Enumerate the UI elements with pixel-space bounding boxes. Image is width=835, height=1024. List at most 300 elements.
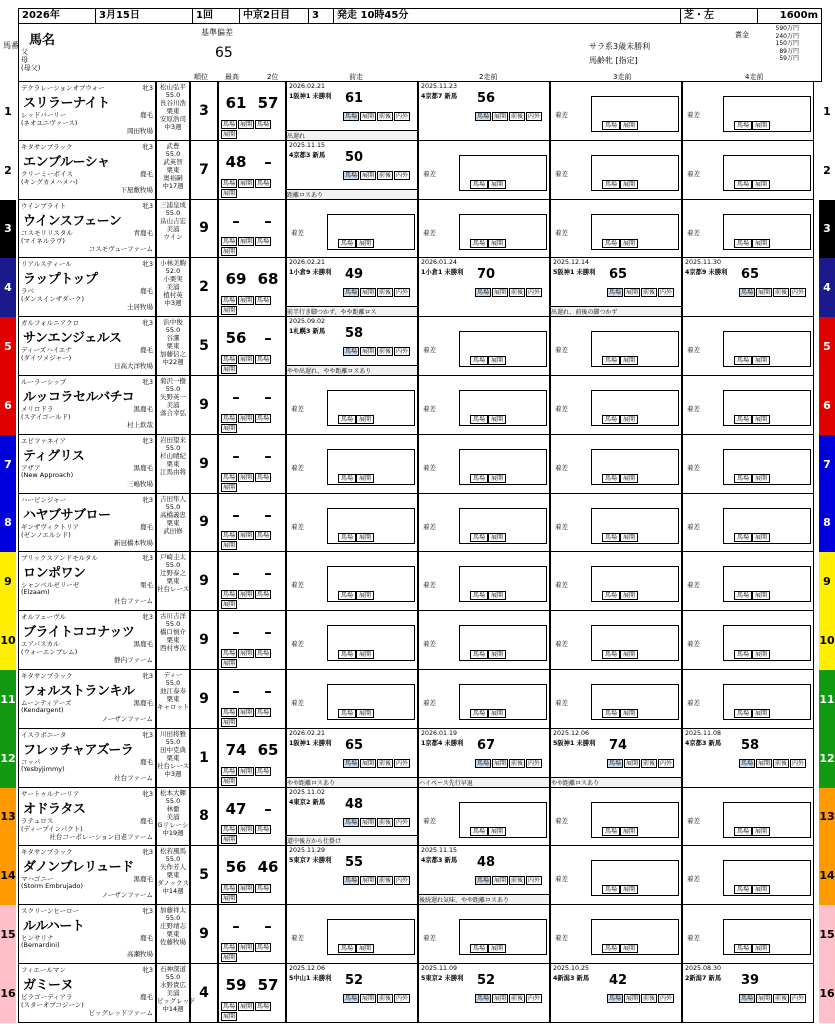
- sire: ハービンジャー: [21, 495, 67, 504]
- run-note: やや距離ロスあり: [287, 777, 417, 787]
- horse-number-left: 1: [0, 82, 16, 141]
- kai: 1回: [193, 9, 240, 23]
- location: 栗東: [166, 636, 180, 645]
- chakusa-label: 着差: [687, 346, 700, 355]
- tag-tenkai: 展開: [620, 533, 638, 542]
- tag-tenkai: 展開: [494, 759, 507, 767]
- horse-row: [0, 611, 835, 670]
- horse-row: [0, 905, 835, 964]
- tag-baba: 馬場: [602, 239, 620, 248]
- run3-cell: [550, 670, 682, 729]
- sire: キタサンブラック: [21, 848, 73, 857]
- weight: 55.0: [165, 737, 181, 746]
- second-score: –: [264, 505, 272, 524]
- horse-row: [0, 964, 835, 1023]
- tag-naigai: 内外: [660, 995, 673, 1002]
- tag-tenkai: 展開: [752, 180, 770, 189]
- tag-tenkai: 展開: [240, 1002, 253, 1010]
- tag-naigai: 内外: [396, 995, 409, 1002]
- tag-baba: 馬場: [257, 473, 270, 481]
- sire: ウインブライト: [21, 201, 67, 210]
- dam: ラベ: [21, 287, 34, 296]
- run1-cell: [286, 141, 418, 200]
- empty-run-grid: [591, 96, 679, 132]
- best-tags: [221, 649, 285, 668]
- prize-2: 240万円: [775, 32, 799, 40]
- empty-run-grid: [591, 449, 679, 485]
- tag-naigai: 内外: [396, 759, 409, 767]
- best-score: –: [232, 211, 240, 230]
- sex-age: 牝3: [142, 142, 153, 151]
- tag-baba: 馬場: [257, 591, 270, 599]
- horse-number-right: 5: [819, 317, 835, 376]
- best-cell: [218, 788, 286, 847]
- second-label: 2位: [267, 73, 279, 81]
- tag-baba: 馬場: [602, 356, 620, 365]
- chakusa-label: 着差: [555, 875, 568, 884]
- dam: ディーズハイエナ: [21, 346, 72, 355]
- horse-name: ガミーヌ: [23, 978, 74, 993]
- second-score: –: [264, 329, 272, 348]
- tag-baba: 馬場: [734, 650, 752, 659]
- jockey-cell: [156, 846, 190, 905]
- weight: 55.0: [165, 385, 181, 393]
- horse-number-left: 15: [0, 905, 16, 964]
- dam-sire: (Yesbyjimmy): [21, 764, 65, 773]
- location: 栗東: [166, 518, 180, 527]
- tag-baba: 馬場: [257, 179, 270, 187]
- jockey-cell: [156, 494, 190, 553]
- tag-baba: 馬場: [257, 826, 270, 834]
- second-score: –: [264, 446, 272, 465]
- run-tags: [475, 288, 549, 297]
- tag-zengo: 前後: [379, 759, 392, 767]
- tag-tenkai: 展開: [488, 180, 506, 189]
- run-note: 出遅れ、前後の脚つかず: [551, 306, 681, 316]
- horse-row: [0, 141, 835, 200]
- breeder: 土居牧場: [127, 303, 153, 312]
- run-score: 58: [345, 326, 364, 342]
- sire: キタサンブラック: [21, 142, 73, 151]
- run2-cell: [418, 846, 550, 905]
- weight: 55.0: [165, 561, 181, 570]
- best-score: –: [232, 682, 240, 700]
- sire: サートゥルナーリア: [21, 789, 80, 798]
- jockey: 小林美駒: [160, 259, 186, 268]
- run2-cell: [418, 82, 550, 141]
- trainer: 谷潔: [166, 334, 180, 343]
- jockey: 松山弘平: [160, 83, 186, 91]
- tag-zengo: 前後: [643, 995, 656, 1002]
- tag-baba: 馬場: [338, 650, 356, 659]
- horse-row: [0, 376, 835, 435]
- sex-age: 牝3: [142, 730, 153, 739]
- tag-tenkai: 展開: [626, 759, 639, 767]
- jockey: 川田将雅: [160, 729, 186, 738]
- tag-tenkai: 展開: [752, 121, 770, 130]
- empty-run-grid: [591, 919, 679, 955]
- run-score: 39: [741, 973, 760, 988]
- horse-row: [0, 435, 835, 494]
- run-date: 2025.10.25: [553, 965, 590, 972]
- chakusa-label: 着差: [687, 111, 700, 119]
- run-race: 4新潟3 新馬: [553, 975, 590, 982]
- second-score: –: [264, 917, 272, 936]
- breeder: 社台コーポレーション白老ファーム: [49, 832, 153, 841]
- breeder: ノーザンファーム: [101, 715, 153, 723]
- run2-label: 2走前: [479, 73, 498, 81]
- owner: 安原浩司: [160, 115, 186, 123]
- jockey: 加藤祥太: [160, 906, 186, 915]
- tag-baba: 馬場: [223, 120, 236, 128]
- sire: エピファネイア: [21, 436, 67, 445]
- prize-3: 150万円: [775, 40, 799, 47]
- tag-tenkai: 展開: [240, 473, 253, 481]
- horse-number-right: 12: [819, 729, 835, 788]
- run-score: 48: [477, 855, 496, 871]
- horse-number-left: 3: [0, 200, 16, 259]
- best-tags: [221, 825, 285, 844]
- empty-run-grid: [591, 566, 679, 602]
- best-cell: [218, 846, 286, 905]
- horse-row: [0, 729, 835, 788]
- tag-tenkai: 展開: [240, 238, 253, 246]
- second-score: 57: [257, 976, 279, 994]
- dam-sire: (New Approach): [21, 470, 74, 479]
- run4-cell: [682, 905, 814, 964]
- uma-mei-label: 馬名: [29, 33, 56, 48]
- empty-run-grid: [723, 96, 811, 132]
- tag-naigai: 内外: [528, 995, 541, 1002]
- horse-cell: [18, 670, 156, 729]
- horse-name: ロンポワン: [23, 566, 86, 582]
- horse-row: [0, 82, 835, 141]
- tag-tenkai: 展開: [362, 877, 375, 885]
- sex-age: 牝3: [142, 260, 153, 269]
- sire: イスラボニータ: [21, 730, 67, 739]
- empty-run-grid: [591, 625, 679, 661]
- run-race: 4京都9 未勝利: [685, 269, 728, 277]
- tag-baba: 馬場: [223, 826, 236, 834]
- weight: 55.0: [165, 973, 181, 981]
- run-tags: [343, 112, 417, 121]
- weight: 55.0: [165, 502, 181, 511]
- race-number: 3: [309, 9, 334, 23]
- tag-baba: 馬場: [338, 239, 356, 248]
- owner: 西村専次: [160, 644, 186, 653]
- best-score: –: [232, 917, 240, 936]
- horse-number-right: 7: [819, 435, 835, 494]
- tag-tenkai: 展開: [752, 356, 770, 365]
- rank: 9: [190, 376, 218, 435]
- tag-baba: 馬場: [257, 414, 270, 422]
- jockey: 浜中俊: [163, 318, 183, 327]
- best-tags: [221, 531, 285, 550]
- tag-baba: 馬場: [741, 995, 754, 1002]
- tag-tenkai: 展開: [752, 533, 770, 542]
- run3-cell: [550, 258, 682, 317]
- tag-tenkai: 展開: [488, 709, 506, 718]
- trainer: 田中克典: [160, 745, 186, 754]
- dam: エアパスカル: [21, 640, 60, 649]
- run-score: 65: [345, 737, 364, 753]
- weight: 55.0: [165, 620, 181, 629]
- run-race: 1小倉1 未勝利: [421, 269, 464, 277]
- best-score: 61: [225, 94, 247, 112]
- tag-baba: 馬場: [477, 995, 490, 1002]
- best-score: –: [232, 505, 240, 524]
- tag-baba: 馬場: [345, 348, 358, 356]
- chakusa-label: 着差: [555, 463, 568, 472]
- best-tags: [221, 237, 285, 256]
- best-score: 69: [225, 270, 247, 289]
- empty-run-grid: [459, 566, 547, 602]
- tag-tenkai: 展開: [240, 297, 253, 305]
- best-score: 48: [225, 152, 247, 171]
- run-tags: [343, 759, 417, 768]
- tag-baba: 馬場: [477, 113, 490, 120]
- run2-cell: [418, 788, 550, 847]
- run1-cell: [286, 611, 418, 670]
- breeder: 岡田牧場: [127, 127, 153, 135]
- interval: 中14週: [162, 1005, 184, 1013]
- tag-tenkai: 展開: [758, 289, 771, 297]
- run-note: 前半行き脚つかず、やや距離ロス: [287, 306, 417, 316]
- coat-color: 鹿毛: [140, 816, 153, 825]
- location: 美浦: [166, 401, 180, 409]
- run-date: 2025.09.02: [289, 318, 326, 326]
- horse-cell: [18, 905, 156, 964]
- run3-label: 3走前: [613, 73, 632, 81]
- sire: ガルフォルニアクロ: [21, 319, 79, 328]
- run-score: 50: [345, 149, 364, 165]
- empty-run-grid: [723, 566, 811, 602]
- chakusa-label: 着差: [423, 228, 436, 237]
- dam: クリーミーボイス: [21, 169, 73, 178]
- jockey-cell: [156, 552, 190, 611]
- run1-cell: [286, 788, 418, 847]
- tag-baba: 馬場: [257, 532, 270, 540]
- interval: 中22週: [162, 358, 184, 367]
- horse-name: ハヤブサブロー: [23, 507, 111, 523]
- chakusa-label: 着差: [687, 463, 700, 472]
- tag-baba: 馬場: [734, 944, 752, 953]
- interval: 中19週: [162, 828, 184, 837]
- jockey: 吉田隼人: [160, 494, 186, 503]
- run-race: 2新潟7 新馬: [685, 975, 722, 982]
- tag-tenkai: 展開: [626, 995, 639, 1002]
- run-tags: [607, 994, 681, 1003]
- jockey-cell: [156, 317, 190, 376]
- tag-baba: 馬場: [602, 709, 620, 718]
- owner: ウイン: [163, 232, 183, 241]
- tag-baba: 馬場: [345, 877, 358, 885]
- tag-naigai: 内外: [528, 289, 541, 297]
- run-date: 2025.11.09: [421, 965, 458, 972]
- tag-tenkai: 展開: [620, 239, 638, 248]
- tag-baba: 馬場: [257, 355, 270, 363]
- rank: 9: [190, 435, 218, 494]
- horse-cell: [18, 964, 156, 1023]
- horse-number-right: 10: [819, 611, 835, 670]
- jockey-cell: [156, 905, 190, 964]
- tag-tenkai: 展開: [223, 307, 236, 315]
- run-tags: [343, 288, 417, 297]
- dam-sire: (ダンスインザダーク): [21, 295, 84, 304]
- coat-color: 鹿毛: [140, 346, 153, 355]
- run1-cell: [286, 258, 418, 317]
- tag-baba: 馬場: [734, 474, 752, 483]
- coat-color: 黒鹿毛: [133, 463, 153, 472]
- jockey: 三浦皇成: [160, 200, 186, 209]
- chakusa-label: 着差: [423, 405, 436, 413]
- kijun-label: 基準偏差: [201, 28, 233, 37]
- owner: 奥裕嗣: [163, 173, 183, 182]
- tag-baba: 馬場: [470, 356, 488, 365]
- rank: 9: [190, 611, 218, 670]
- empty-run-grid: [723, 919, 811, 955]
- run-date: 2025.11.23: [421, 83, 458, 90]
- tag-tenkai: 展開: [240, 355, 253, 363]
- chakusa-label: 着差: [555, 111, 568, 119]
- empty-run-grid: [327, 684, 415, 720]
- weight: 55.0: [165, 443, 181, 452]
- tag-zengo: 前後: [379, 289, 392, 297]
- run-score: 65: [741, 267, 760, 283]
- horse-number-right: 6: [819, 376, 835, 435]
- tag-baba: 馬場: [345, 113, 358, 120]
- best-score: 74: [225, 740, 247, 759]
- tag-tenkai: 展開: [488, 356, 506, 365]
- location: 栗東: [166, 871, 180, 880]
- tag-baba: 馬場: [338, 533, 356, 542]
- empty-run-grid: [723, 449, 811, 485]
- tag-tenkai: 展開: [362, 348, 375, 356]
- tag-baba: 馬場: [338, 709, 356, 718]
- chakusa-label: 着差: [423, 934, 436, 943]
- run1-cell: [286, 964, 418, 1023]
- chakusa-label: 着差: [291, 463, 304, 472]
- horse-cell: [18, 611, 156, 670]
- run-race: 4京都7 新馬: [421, 93, 458, 100]
- run-date: 2025.12.14: [553, 259, 590, 267]
- tag-zengo: 前後: [379, 113, 392, 120]
- dam-sire: (ゼンノエルシド): [21, 530, 71, 539]
- tag-tenkai: 展開: [223, 248, 236, 256]
- run4-cell: [682, 729, 814, 788]
- rank: 9: [190, 905, 218, 964]
- tag-tenkai: 展開: [494, 877, 507, 885]
- run-tags: [475, 112, 549, 121]
- trainer: 高橋義忠: [160, 510, 186, 519]
- run-race: 4東京2 新馬: [289, 798, 326, 806]
- tag-tenkai: 展開: [356, 239, 374, 248]
- second-score: 57: [257, 94, 279, 112]
- second-score: 65: [257, 740, 279, 759]
- trainer: 橋口慎介: [160, 628, 186, 637]
- tag-tenkai: 展開: [240, 708, 253, 716]
- chakusa-label: 着差: [687, 405, 700, 413]
- chakusa-label: 着差: [291, 934, 304, 943]
- tag-baba: 馬場: [477, 877, 490, 885]
- tag-baba: 馬場: [345, 995, 358, 1002]
- tag-tenkai: 展開: [488, 650, 506, 659]
- empty-run-grid: [723, 802, 811, 838]
- chakusa-label: 着差: [291, 405, 304, 413]
- owner: 社台レース: [157, 585, 190, 594]
- dam: シャンベルゼリーゼ: [21, 581, 80, 590]
- empty-run-grid: [327, 449, 415, 485]
- tag-tenkai: 展開: [240, 885, 253, 893]
- tag-baba: 馬場: [602, 474, 620, 483]
- horse-number-right: 15: [819, 905, 835, 964]
- rank: 7: [190, 141, 218, 200]
- tag-baba: 馬場: [602, 885, 620, 894]
- dam-sire: (ネオユニヴァース): [21, 119, 78, 127]
- start-time: 発走 10時45分: [334, 9, 681, 23]
- trainer: 庄野靖志: [160, 922, 186, 931]
- tag-baba: 馬場: [470, 944, 488, 953]
- run1-cell: [286, 435, 418, 494]
- location: 栗東: [166, 753, 180, 762]
- tag-baba: 馬場: [734, 121, 752, 130]
- best-tags: [221, 1002, 285, 1021]
- dam-sire: (Elzaam): [21, 588, 50, 597]
- best-tags: [221, 120, 285, 139]
- empty-run-grid: [459, 919, 547, 955]
- empty-run-grid: [591, 802, 679, 838]
- jockey-cell: [156, 964, 196, 1023]
- tag-tenkai: 展開: [362, 171, 375, 179]
- horse-name: ブライトココナッツ: [23, 625, 135, 641]
- run-note: 距離ロスあり: [287, 189, 417, 199]
- date: 3月15日: [96, 9, 193, 23]
- run-score: 55: [345, 855, 364, 871]
- empty-run-grid: [723, 155, 811, 191]
- tag-zengo: 前後: [511, 759, 524, 767]
- best-tags: [221, 708, 285, 727]
- trainer: 水野貴広: [160, 981, 186, 989]
- coat-color: 青鹿毛: [133, 228, 153, 237]
- tag-baba: 馬場: [345, 289, 358, 297]
- tag-tenkai: 展開: [223, 1012, 236, 1020]
- tag-tenkai: 展開: [620, 121, 638, 130]
- tag-baba: 馬場: [223, 1002, 236, 1010]
- empty-run-grid: [327, 566, 415, 602]
- distance: 1600m: [779, 10, 818, 21]
- run-score: 52: [477, 973, 496, 988]
- chakusa-label: 着差: [423, 169, 436, 178]
- chakusa-label: 着差: [555, 346, 568, 355]
- owner: 佐藤牧場: [160, 938, 186, 947]
- horse-name: ルッコラセルバチコ: [23, 390, 135, 405]
- run-note: やや出遅れ、やや距離ロスあり: [287, 365, 417, 375]
- best-score: –: [232, 446, 240, 465]
- run1-cell: [286, 82, 418, 141]
- chakusa-label: 着差: [687, 875, 700, 884]
- best-cell: [218, 964, 286, 1023]
- run4-cell: [682, 494, 814, 553]
- run-note: やや距離ロスあり: [551, 777, 681, 787]
- horse-row: [0, 317, 835, 376]
- sire: スクリーンヒーロー: [21, 907, 80, 916]
- tag-zengo: 前後: [511, 995, 524, 1002]
- tag-zengo: 前後: [775, 995, 788, 1002]
- trainer: 辻野泰之: [160, 569, 186, 578]
- sex-age: 牝3: [142, 495, 153, 504]
- owner: 植村英: [163, 291, 183, 300]
- tag-tenkai: 展開: [620, 944, 638, 953]
